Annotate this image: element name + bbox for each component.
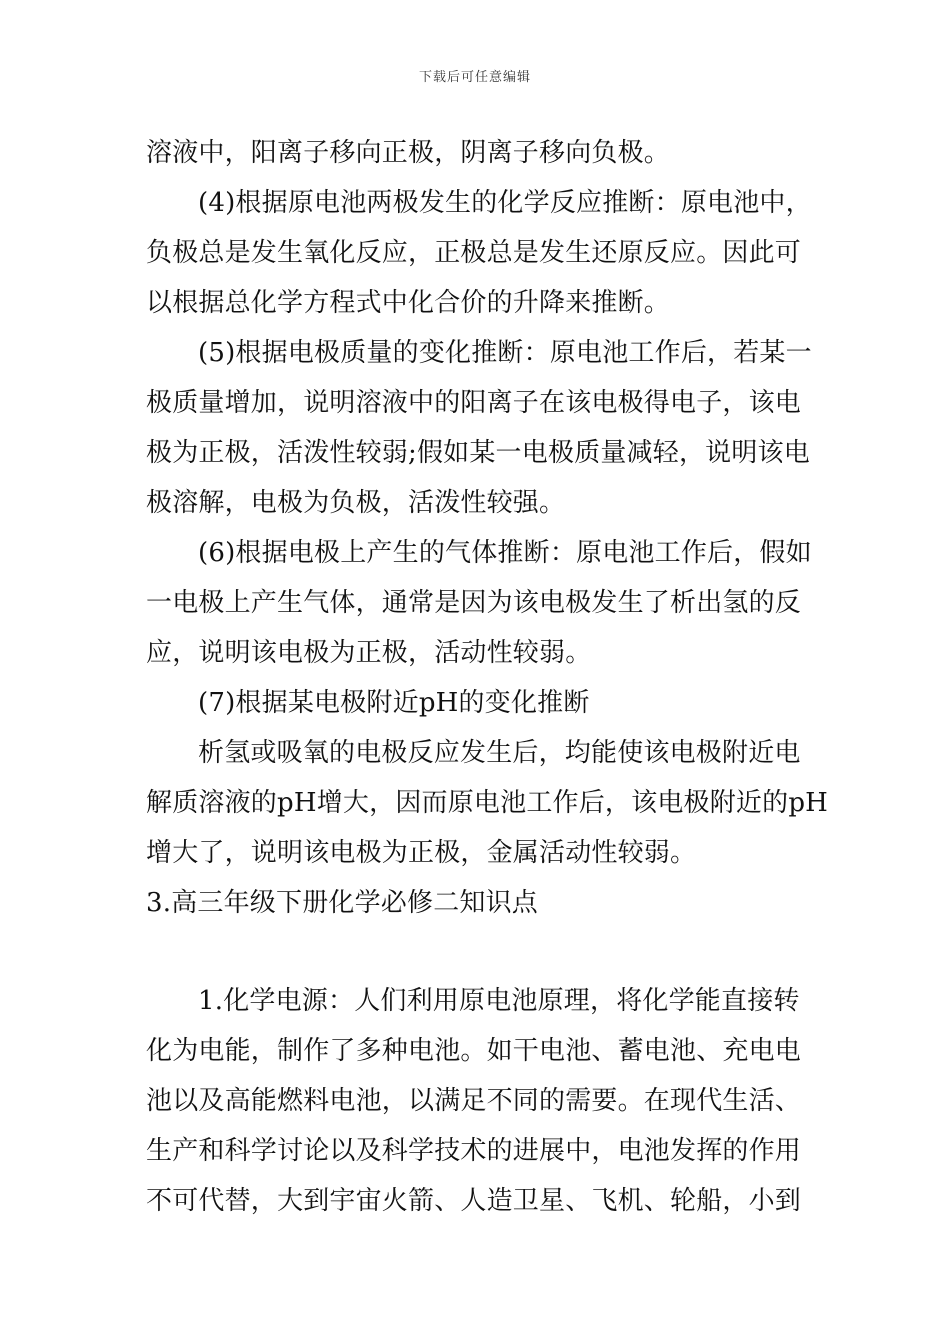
text-line: 化为电能，制作了多种电池。如干电池、蓄电池、充电电 <box>146 1036 802 1066</box>
text-line: (5)根据电极质量的变化推断：原电池工作后，若某一 <box>198 338 812 368</box>
section-heading: 3.高三年级下册化学必修二知识点 <box>146 888 539 918</box>
blank-gap <box>146 928 810 976</box>
text-line: 一电极上产生气体，通常是因为该电极发生了析出氢的反 <box>146 588 802 618</box>
text-line: 生产和科学讨论以及科学技术的进展中，电池发挥的作用 <box>146 1136 802 1166</box>
page-header: 下载后可任意编辑 <box>418 70 531 85</box>
document-body <box>146 128 829 1226</box>
text-line: 溶液中，阳离子移向正极，阴离子移向负极。 <box>146 138 671 168</box>
text-line: 1.化学电源：人们利用原电池原理，将化学能直接转 <box>198 986 800 1016</box>
text-line: 不可代替，大到宇宙火箭、人造卫星、飞机、轮船，小到 <box>146 1186 802 1216</box>
text-line: 析氢或吸氧的电极反应发生后，均能使该电极附近电 <box>198 738 801 768</box>
text-line: 极为正极，活泼性较弱;假如某一电极质量减轻，说明该电 <box>146 438 810 468</box>
text-line: (6)根据电极上产生的气体推断：原电池工作后，假如 <box>198 538 812 568</box>
text-line: 增大了，说明该电极为正极，金属活动性较弱。 <box>146 838 697 868</box>
text-line: (4)根据原电池两极发生的化学反应推断：原电池中， <box>198 188 812 218</box>
text-line: (7)根据某电极附近pH的变化推断 <box>198 688 590 718</box>
text-line: 极溶解，电极为负极，活泼性较强。 <box>146 488 566 518</box>
text-line: 应，说明该电极为正极，活动性较弱。 <box>146 638 592 668</box>
text-line: 负极总是发生氧化反应，正极总是发生还原反应。因此可 <box>146 238 802 268</box>
text-line: 池以及高能燃料电池，以满足不同的需要。在现代生活、 <box>146 1086 802 1116</box>
text-line: 解质溶液的pH增大，因而原电池工作后，该电极附近的pH <box>146 788 829 818</box>
text-line: 以根据总化学方程式中化合价的升降来推断。 <box>146 288 671 318</box>
text-line: 极质量增加，说明溶液中的阳离子在该电极得电子，该电 <box>146 388 802 418</box>
